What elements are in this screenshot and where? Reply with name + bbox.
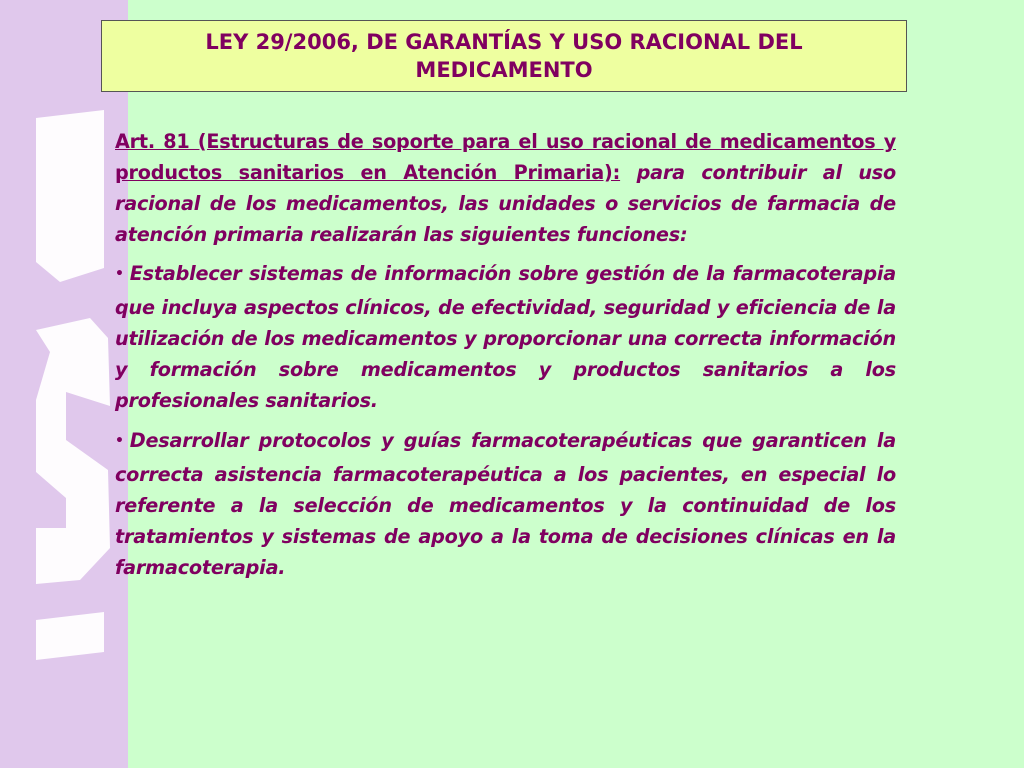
slide-content: [115, 126, 896, 592]
page-title: LEY 29/2006, DE GARANTÍAS Y USO RACIONAL DEL MEDICAMENTO: [205, 30, 803, 82]
article-paragraph: [115, 126, 896, 250]
decorative-exclamation-icon: [0, 0, 128, 768]
title-box: [101, 20, 907, 92]
article-heading: Art. 81 (Estructuras de soporte para el uso racional de medicamentos y productos sanitarios en Atención Primaria):: [115, 130, 896, 184]
article-intro: para contribuir al uso racional de los medicamentos, las unidades o servicios de farmacia de atención primaria realizarán las siguientes funciones:: [115, 161, 897, 246]
bullet-item-2: [115, 425, 896, 583]
bullet-text: Establecer sistemas de información sobre gestión de la farmacoterapia que incluya aspectos clínicos, de efectividad, seguridad y eficiencia de la utilización de los medicamentos y proporcionar una correcta información y formación sobre medicamentos y productos sanitarios a los profesionales sanitarios.: [115, 262, 896, 412]
bullet-item-1: [115, 258, 896, 416]
bullet-icon: •: [115, 266, 124, 282]
bullet-icon: •: [115, 433, 124, 449]
bullet-text: Desarrollar protocolos y guías farmacoterapéuticas que garanticen la correcta asistencia farmacoterapéutica a los pacientes, en especial lo referente a la selección de medicamentos y la continuidad de los tratamientos y sistemas de apoyo a la toma de decisiones clínicas en la farmacoterapia.: [115, 429, 896, 579]
